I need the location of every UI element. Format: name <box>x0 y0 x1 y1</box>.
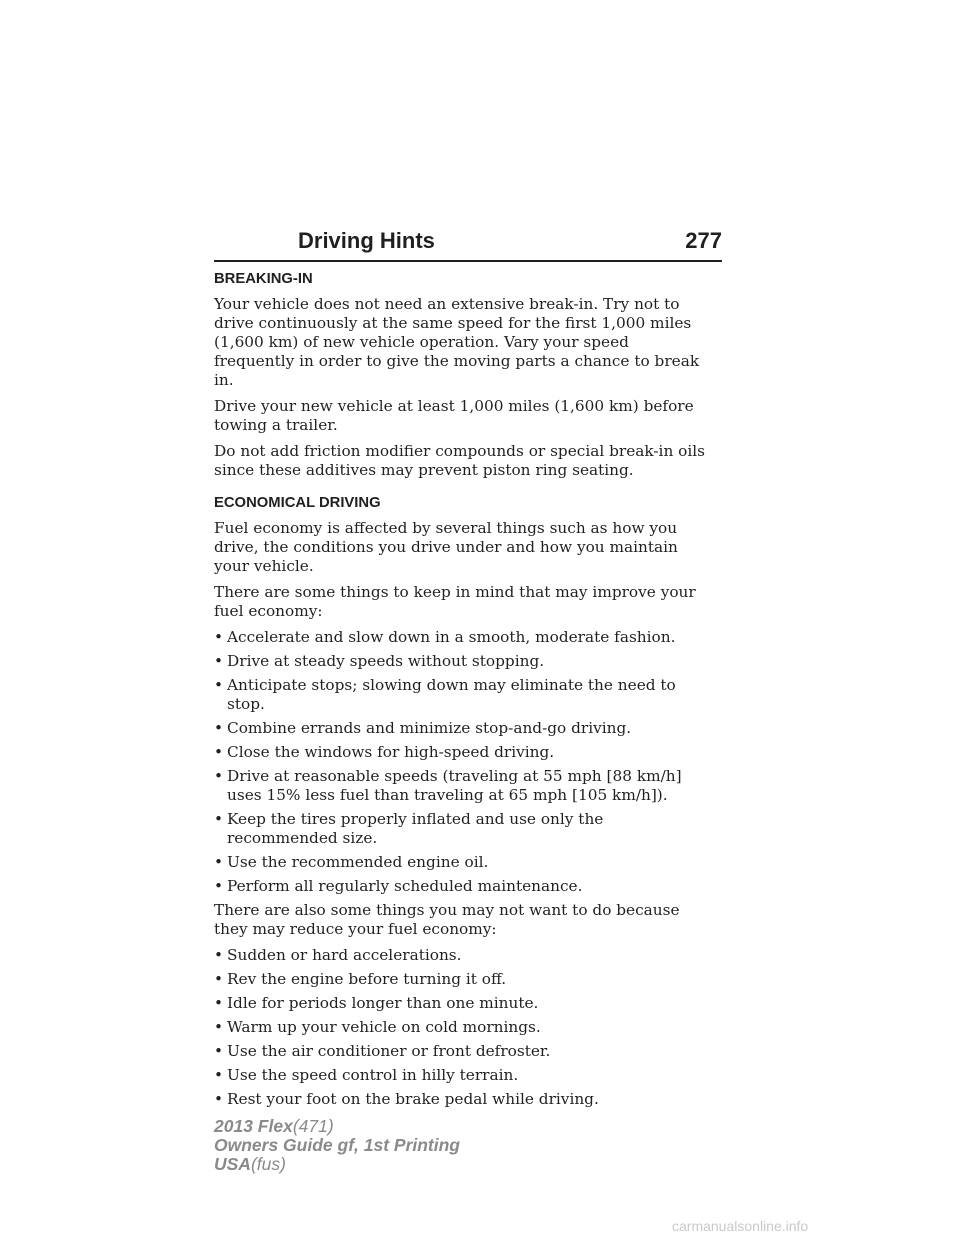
bullet-icon: • <box>214 767 224 785</box>
page-content <box>214 270 714 1114</box>
list-item-text: Anticipate stops; slowing down may eliminate the need to stop. <box>227 676 676 713</box>
list-item <box>214 1090 714 1109</box>
bullet-icon: • <box>214 946 224 964</box>
list-item-text: Use the air conditioner or front defroster. <box>227 1042 551 1060</box>
list-item-text: Drive at steady speeds without stopping. <box>227 652 545 670</box>
list-item-text: Combine errands and minimize stop-and-go driving. <box>227 719 632 737</box>
bullet-icon: • <box>214 853 224 871</box>
print-footer <box>214 1117 460 1174</box>
watermark: carmanualsonline.info <box>672 1218 809 1234</box>
page-number: 277 <box>685 228 722 253</box>
paragraph: There are also some things you may not want to do because they may reduce your fuel economy: <box>214 901 680 938</box>
section-title: Driving Hints <box>298 228 435 253</box>
footer-line-2: Owners Guide gf, 1st Printing <box>214 1135 460 1155</box>
bullet-icon: • <box>214 810 224 828</box>
list-item <box>214 1042 714 1061</box>
list-item-text: Sudden or hard accelerations. <box>227 946 462 964</box>
bullet-icon: • <box>214 1090 224 1108</box>
paragraph: Fuel economy is affected by several things such as how you drive, the conditions you drive under and how you maintain your vehicle. <box>214 519 678 575</box>
list-item <box>214 676 714 714</box>
bullet-icon: • <box>214 719 224 737</box>
list-item <box>214 652 714 671</box>
bullet-icon: • <box>214 1018 224 1036</box>
list-item-text: Accelerate and slow down in a smooth, moderate fashion. <box>227 628 676 646</box>
bullet-icon: • <box>214 743 224 761</box>
list-item <box>214 767 714 805</box>
footer-line-1: 2013 Flex(471) <box>214 1116 334 1136</box>
list-item <box>214 994 714 1013</box>
list-item-text: Warm up your vehicle on cold mornings. <box>227 1018 541 1036</box>
bullet-icon: • <box>214 994 224 1012</box>
list-item <box>214 743 714 762</box>
paragraph: Drive your new vehicle at least 1,000 miles (1,600 km) before towing a trailer. <box>214 397 694 434</box>
list-item-text: Idle for periods longer than one minute. <box>227 994 539 1012</box>
list-item <box>214 946 714 965</box>
bullet-icon: • <box>214 1042 224 1060</box>
bullet-icon: • <box>214 676 224 694</box>
heading-economical-driving: ECONOMICAL DRIVING <box>214 495 381 511</box>
bullet-icon: • <box>214 877 224 895</box>
bullet-icon: • <box>214 1066 224 1084</box>
list-item-text: Keep the tires properly inflated and use only the recommended size. <box>227 810 604 847</box>
improve-tips-list <box>214 628 714 896</box>
list-item-text: Perform all regularly scheduled maintenance. <box>227 877 583 895</box>
list-item-text: Drive at reasonable speeds (traveling at 55 mph [88 km/h] uses 15% less fuel than traveling at 65 mph [105 km/h]). <box>227 767 682 804</box>
heading-breaking-in: BREAKING-IN <box>214 271 313 287</box>
list-item <box>214 853 714 872</box>
bullet-icon: • <box>214 652 224 670</box>
bullet-icon: • <box>214 970 224 988</box>
list-item <box>214 1066 714 1085</box>
list-item-text: Use the speed control in hilly terrain. <box>227 1066 519 1084</box>
list-item <box>214 719 714 738</box>
list-item <box>214 1018 714 1037</box>
reduce-tips-list <box>214 946 714 1109</box>
bullet-icon: • <box>214 628 224 646</box>
list-item-text: Rev the engine before turning it off. <box>227 970 507 988</box>
list-item-text: Close the windows for high-speed driving. <box>227 743 555 761</box>
list-item <box>214 877 714 896</box>
paragraph: Your vehicle does not need an extensive break-in. Try not to drive continuously at the same speed for the first 1,000 miles (1,600 km) of new vehicle operation. Vary your speed frequently in order to give the moving parts a chance to break in. <box>214 295 700 389</box>
paragraph: There are some things to keep in mind that may improve your fuel economy: <box>214 583 696 620</box>
header-rule <box>214 260 722 262</box>
paragraph: Do not add friction modifier compounds or special break-in oils since these additives may prevent piston ring seating. <box>214 442 706 479</box>
list-item-text: Use the recommended engine oil. <box>227 853 489 871</box>
list-item <box>214 810 714 848</box>
page-header <box>214 228 722 262</box>
list-item-text: Rest your foot on the brake pedal while driving. <box>227 1090 599 1108</box>
list-item <box>214 628 714 647</box>
list-item <box>214 970 714 989</box>
footer-line-3: USA(fus) <box>214 1154 286 1174</box>
